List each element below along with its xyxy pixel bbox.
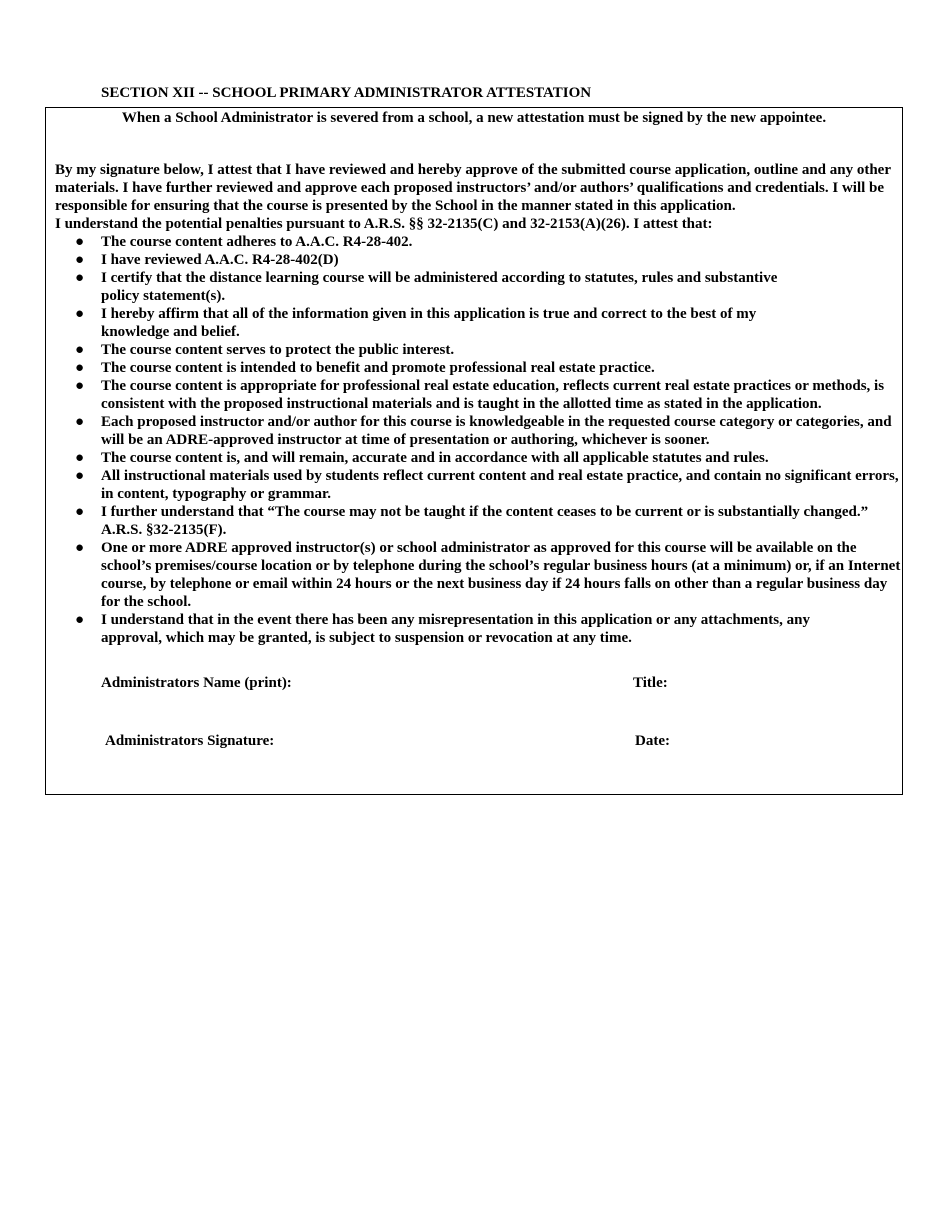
attestation-item-text: All instructional materials used by students reflect current content and real estate practice, and contain no significant errors, in content, typography or grammar. xyxy=(101,468,899,502)
bullet-icon: ● xyxy=(75,414,85,430)
attestation-item-text: I further understand that “The course may not be taught if the content ceases to be current or is substantially changed.” A.R.S. §32-2135(F). xyxy=(101,504,869,538)
attestation-item-text: I hereby affirm that all of the information given in this application is true and correct to the best of my knowledge and belief. xyxy=(101,306,757,340)
attestation-list xyxy=(46,233,902,647)
date-label: Date: xyxy=(635,733,670,749)
bullet-icon: ● xyxy=(75,540,85,556)
attestation-item-text: The course content is intended to benefit and promote professional real estate practice. xyxy=(101,360,655,376)
intro-penalties-line: I understand the potential penalties pursuant to A.R.S. §§ 32-2135(C) and 32-2153(A)(26). I attest that: xyxy=(55,216,713,232)
attestation-item xyxy=(46,467,902,503)
attestation-item-text: The course content is, and will remain, accurate and in accordance with all applicable statutes and rules. xyxy=(101,450,769,466)
attestation-item xyxy=(46,449,902,467)
administrator-name-label: Administrators Name (print): xyxy=(101,675,292,691)
attestation-item xyxy=(46,251,902,269)
attestation-item-text: The course content serves to protect the public interest. xyxy=(101,342,455,358)
intro-paragraph: By my signature below, I attest that I have reviewed and hereby approve of the submitted course application, outline and any other materials. I have further reviewed and approve each proposed instructors’ and/or authors’ qualifications and credentials. I will be responsible for ensuring that the course is presented by the School in the manner stated in this application. xyxy=(55,162,891,214)
bullet-icon: ● xyxy=(75,306,85,322)
bullet-icon: ● xyxy=(75,612,85,628)
attestation-item-text: The course content adheres to A.A.C. R4-28-402. xyxy=(101,234,413,250)
section-title: SECTION XII -- SCHOOL PRIMARY ADMINISTRATOR ATTESTATION xyxy=(101,85,592,101)
attestation-item xyxy=(46,359,902,377)
bullet-icon: ● xyxy=(75,378,85,394)
attestation-item-text: The course content is appropriate for professional real estate education, reflects current real estate practices or methods, is consistent with the proposed instructional materials and is taught in the allotted time as stated in the application. xyxy=(101,378,885,412)
bullet-icon: ● xyxy=(75,504,85,520)
attestation-item xyxy=(46,269,902,305)
attestation-box xyxy=(45,107,903,795)
attestation-item xyxy=(46,341,902,359)
attestation-item xyxy=(46,377,902,413)
bullet-icon: ● xyxy=(75,270,85,286)
bullet-icon: ● xyxy=(75,252,85,268)
bullet-icon: ● xyxy=(75,468,85,484)
bullet-icon: ● xyxy=(75,342,85,358)
attestation-intro xyxy=(55,161,901,233)
administrator-signature-label: Administrators Signature: xyxy=(105,733,275,749)
attestation-item-text: I understand that in the event there has been any misrepresentation in this application or any attachments, any approval, which may be granted, is subject to suspension or revocation at any time. xyxy=(101,612,810,646)
bullet-icon: ● xyxy=(75,450,85,466)
title-label: Title: xyxy=(633,675,668,691)
attestation-item-text: I certify that the distance learning course will be administered according to statutes, rules and substantive policy statement(s). xyxy=(101,270,778,304)
attestation-item xyxy=(46,233,902,251)
attestation-item-text: I have reviewed A.A.C. R4-28-402(D) xyxy=(101,252,339,268)
bullet-icon: ● xyxy=(75,360,85,376)
attestation-item-text: Each proposed instructor and/or author for this course is knowledgeable in the requested course category or categories, and will be an ADRE-approved instructor at time of presentation or authoring, whichever is sooner. xyxy=(101,414,892,448)
attestation-item xyxy=(46,611,902,647)
attestation-item-text: One or more ADRE approved instructor(s) or school administrator as approved for this course will be available on the school’s premises/course location or by telephone during the school’s regular business hours (at a minimum) or, if an Internet course, by telephone or email within 24 hours or the next business day if 24 hours falls on other than a regular business day for the school. xyxy=(101,540,901,610)
attestation-item xyxy=(46,503,902,539)
attestation-item xyxy=(46,539,902,611)
attestation-item xyxy=(46,413,902,449)
severance-notice: When a School Administrator is severed from a school, a new attestation must be signed by the new appointee. xyxy=(121,110,827,126)
attestation-item xyxy=(46,305,902,341)
bullet-icon: ● xyxy=(75,234,85,250)
